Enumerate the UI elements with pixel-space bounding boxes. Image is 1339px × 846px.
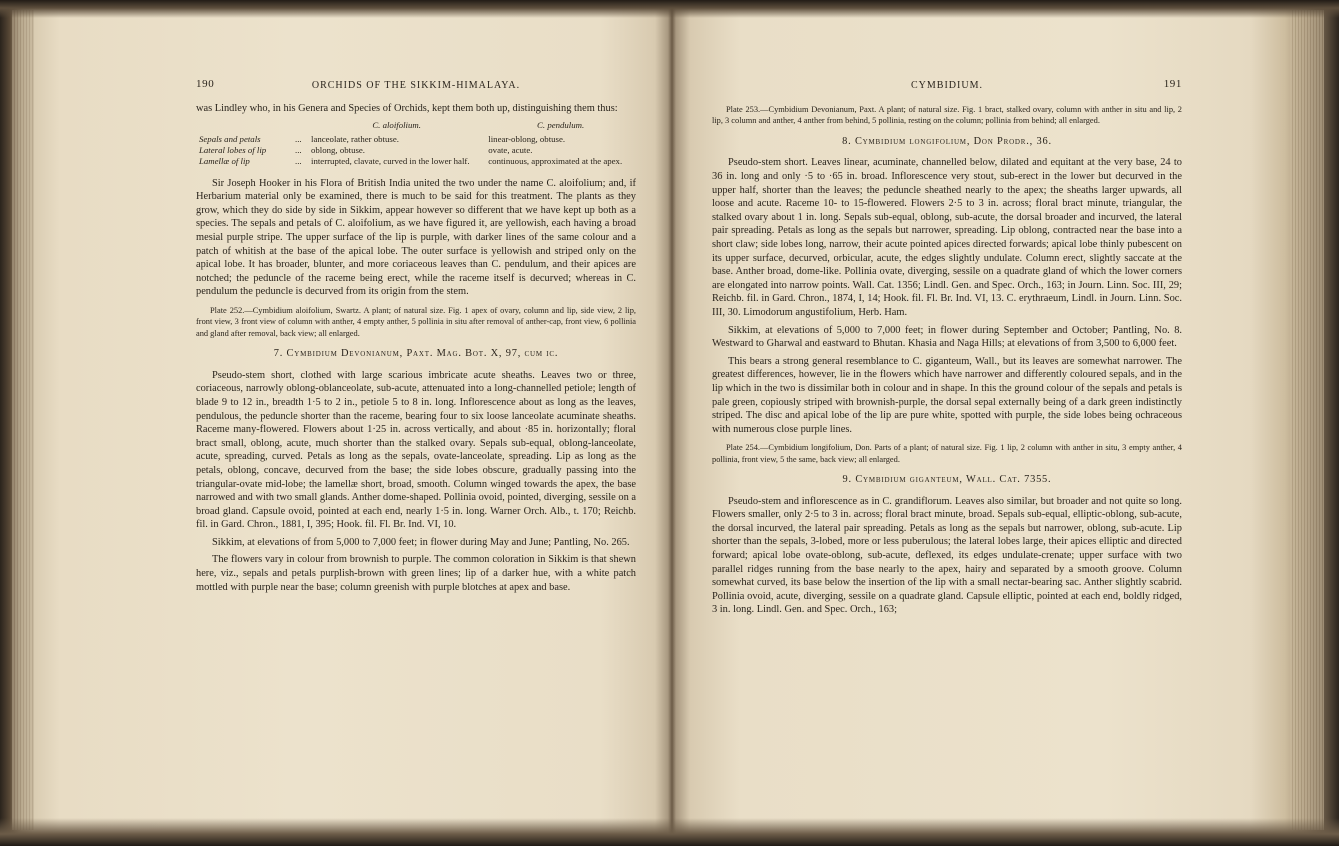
right-page-number: 191	[1163, 78, 1182, 90]
row-dots: ...	[295, 133, 302, 144]
section-8-heading: 8. Cymbidium longifolium, Don Prodr., 36.	[842, 135, 1052, 147]
comparison-col2: C. pendulum.	[537, 119, 585, 130]
row-col1: oblong, obtuse.	[311, 144, 366, 155]
left-page-number: 190	[196, 78, 215, 90]
left-intro: was Lindley who, in his Genera and Species of Orchids, kept them both up, distinguishing them thus:	[196, 103, 618, 114]
right-paragraph-2: Sikkim, at elevations of 5,000 to 7,000 feet; in flower during September and October; Pantling, No. 8. Westward to Gharwal and eastward to Bhutan. Khasia and Naga Hills; at elevations of from 3,500 to 6,000 feet.	[712, 324, 1182, 350]
left-page	[196, 78, 636, 598]
right-running-head: CYMBIDIUM.	[911, 80, 983, 91]
row-col2: continuous, approximated at the apex.	[488, 155, 623, 166]
row-col1: interrupted, clavate, curved in the lower half.	[311, 155, 470, 166]
table-row	[196, 156, 636, 167]
row-col2: ovate, acute.	[488, 144, 533, 155]
left-paragraph-4: The flowers vary in colour from brownish to purple. The common coloration in Sikkim is that shewn here, viz., sepals and petals purplish-brown with green lines; lip of a darker hue, with a white patch mottled with purple near the base; column greenish with purple blotches at apex and base.	[196, 554, 636, 593]
left-page-header	[196, 78, 636, 94]
section-9-heading: 9. Cymbidium giganteum, Wall. Cat. 7355.	[842, 474, 1052, 486]
row-col1: lanceolate, rather obtuse.	[311, 133, 399, 144]
bottom-shadow	[0, 818, 1339, 846]
right-paragraph-4: Pseudo-stem and inflorescence as in C. grandiflorum. Leaves also similar, but broader and not quite so long. Flowers smaller, only 2·5 to 3 in. across; floral bract minute, broad. Sepals sub-equal, elliptic-oblong, sub-acute, the dorsal incurved, the lateral pair spreading. Petals as long as the sepals but narrower, oblong, sub-acute. Lip shorter than the sepals, 3-lobed, more or less puberulous; the lateral lobes large, their apices elliptic and directed forward; apical lobe ovate-oblong, sub-acute, deflexed, its edges undulate-crenate; upper surface with two parallel ridges running from the base nearly to the apex, hairy and separated by a smooth groove. Column somewhat curved, its base below the insertion of the lip with a small nectar-bearing sac. Anther slightly scabrid. Pollinia ovoid, acute, diverging, sessile on a quadrate gland. Capsule elliptic, pointed at each end, boldly ridged, 3 in. long. Lindl. Gen. and Spec. Orch., 163;	[712, 495, 1182, 616]
row-label: Sepals and petals	[199, 133, 261, 144]
right-paragraph-1: Pseudo-stem short. Leaves linear, acuminate, channelled below, dilated and equitant at the very base, 24 to 36 in. long and only ·5 to ·65 in. broad. Inflorescence very stout, sub-erect in the lower but decurved in the upper half, shorter than the leaves; the peduncle sheathed nearly to the apex; the sheaths larger upwards, all loose and acute. Raceme 10- to 15-flowered. Flowers 2·5 to 3 in. across; floral bract minute, triangular, the stalked ovary about 1 in. long. Sepals sub-equal, oblong, sub-acute, the dorsal broader and incurved, the lateral pair spreading. Petals as long as the sepals but narrower, spreading. Lip oblong, contracted near the base into a short claw; side lobes long, narrow, their acute pointed apices directed forwards; apical lobe thinly pubescent on its upper surface, decurved, orbicular, acute, the edges slightly undulate. Column erect, slightly saccate at the base. Anther broad, dome-like. Pollinia ovate, diverging, sessile on a quadrate gland of which the lower corners are elongated into narrow points. Wall. Cat. 1356; Lindl. Gen. and Spec. Orch., 163; in Journ. Linn. Soc. III, 29; Reichb. fil. in Gard. Chron., 1874, I, 14; Hook. fil. Fl. Br. Ind. VI, 13. C. erythraeum, Lindl. in Journ. Linn. Soc. III, 30. Limodorum angustifolium, Herb. Ham.	[712, 157, 1182, 318]
page-edges-right	[1290, 10, 1324, 830]
plate-252-caption: Plate 252.—Cymbidium aloifolium, Swartz. A plant; of natural size. Fig. 1 apex of ovary, column and lip, side view, 2 lip, front view, 3 front view of column with anther, 4 empty anther, 5 pollinia in situ after removal of anther-cap, front view, 6 pollinia and gland after removal, back view; all enlarged.	[196, 305, 636, 338]
row-col2: linear-oblong, obtuse.	[488, 133, 566, 144]
comparison-table	[196, 120, 636, 167]
table-row	[196, 134, 636, 145]
left-paragraph-2: Pseudo-stem short, clothed with large scarious imbricate acute sheaths. Leaves two or three, coriaceous, narrowly oblong-oblanceolate, sub-acute, attenuated into a long-channelled petiole; length of blade 9 to 12 in., breadth 1·5 to 2 in., petiole 5 to 8 in. long. Inflorescence about as long as the leaves, pendulous, the peduncle shorter than the raceme, bearing four to six loose lanceolate acuminate sheaths. Raceme many-flowered. Flowers about 1·25 in. across vertically, and about ·85 in. horizontally; floral bract small, oblong, acute, much shorter than the stalked ovary. Sepals sub-equal, oblong-lanceolate, acute, spreading, curved. Petals as long as the sepals, ovate-lanceolate, spreading. Lip as long as the petals, oblong, concave, decurved from the base; the side lobes obscure, gradually passing into the triangular-ovate mid-lobe; the lamellæ short, broad, smooth. Column winged towards the apex, the base narrowed and with two small glands. Anther dome-shaped. Pollinia ovoid, pointed, diverging, sessile on a broad gland. Capsule ovoid, pointed at each end, nearly 1·5 in. long. Warner Orch. Alb., t. 170; Reichb. fil. in Gard. Chron., 1881, I, 395; Hook. fil. Fl. Br. Ind. VI, 10.	[196, 369, 636, 531]
comparison-col1: C. aloifolium.	[372, 119, 421, 130]
plate-254-caption: Plate 254.—Cymbidium longifolium, Don. Parts of a plant; of natural size. Fig. 1 lip, 2 column with anther in situ, 3 empty anther, 4 pollinia, front view, 5 the same, back view; all enlarged.	[712, 443, 1182, 464]
left-running-head: ORCHIDS OF THE SIKKIM-HIMALAYA.	[311, 80, 521, 91]
section-7-heading: 7. Cymbidium Devonianum, Paxt. Mag. Bot. X, 97, cum ic.	[273, 348, 559, 360]
left-paragraph-1: Sir Joseph Hooker in his Flora of British India united the two under the name C. aloifolium; and, if Herbarium material only be examined, there is much to be said for this treatment. The plants as they grow, which they do side by side in Sikkim, appear however so different that we have kept up both as a species. The sepals and petals of C. aloifolium, as we have figured it, are yellowish, each having a broad mesial purple stripe. The upper surface of the lip is purple, with darker lines of the same colour and a patch of whitish at the base of the apical lobe. The outer surface is yellowish and striped only on the apical lobe. It has broader, blunter, and more coriaceous leaves than C. pendulum, and their apices are notched; the peduncle of the raceme being erect, while the raceme itself is decurved; whereas in C. pendulum the peduncle is decurved from its origin from the stem.	[196, 177, 636, 298]
right-paragraph-3: This bears a strong general resemblance to C. giganteum, Wall., but its leaves are somewhat narrower. The greatest differences, however, lie in the flowers which have narrower and differently coloured sepals, and in the lip which in the two is dissimilar both in colour and in shape. In this the ground colour of the sepals and petals is pale green, copiously striped with brownish-purple, the dorsal sepal externally being of a dark green indistinctly striped. The disc and apical lobe of the lip are pure white, spotted with purple, the side lobes being ochraceous with numerous close purple lines.	[712, 355, 1182, 435]
table-row	[196, 145, 636, 156]
plate-253-caption: Plate 253.—Cymbidium Devonianum, Paxt. A plant; of natural size. Fig. 1 bract, stalked ovary, column with anther in situ and lip, 2 lip, 3 column and anther, 4 anther from behind, 5 pollinia, resting on the column; pollinia from behind; all enlarged.	[712, 105, 1182, 126]
right-page	[712, 78, 1182, 621]
left-paragraph-3: Sikkim, at elevations of from 5,000 to 7,000 feet; in flower during May and June; Pantling, No. 265.	[212, 536, 630, 548]
row-label: Lamellæ of lip	[199, 155, 250, 166]
row-dots: ...	[295, 155, 302, 166]
top-shadow	[0, 0, 1339, 18]
page-edges-left	[12, 10, 34, 830]
row-dots: ...	[295, 144, 302, 155]
row-label: Lateral lobes of lip	[199, 144, 267, 155]
right-page-header	[712, 78, 1182, 94]
